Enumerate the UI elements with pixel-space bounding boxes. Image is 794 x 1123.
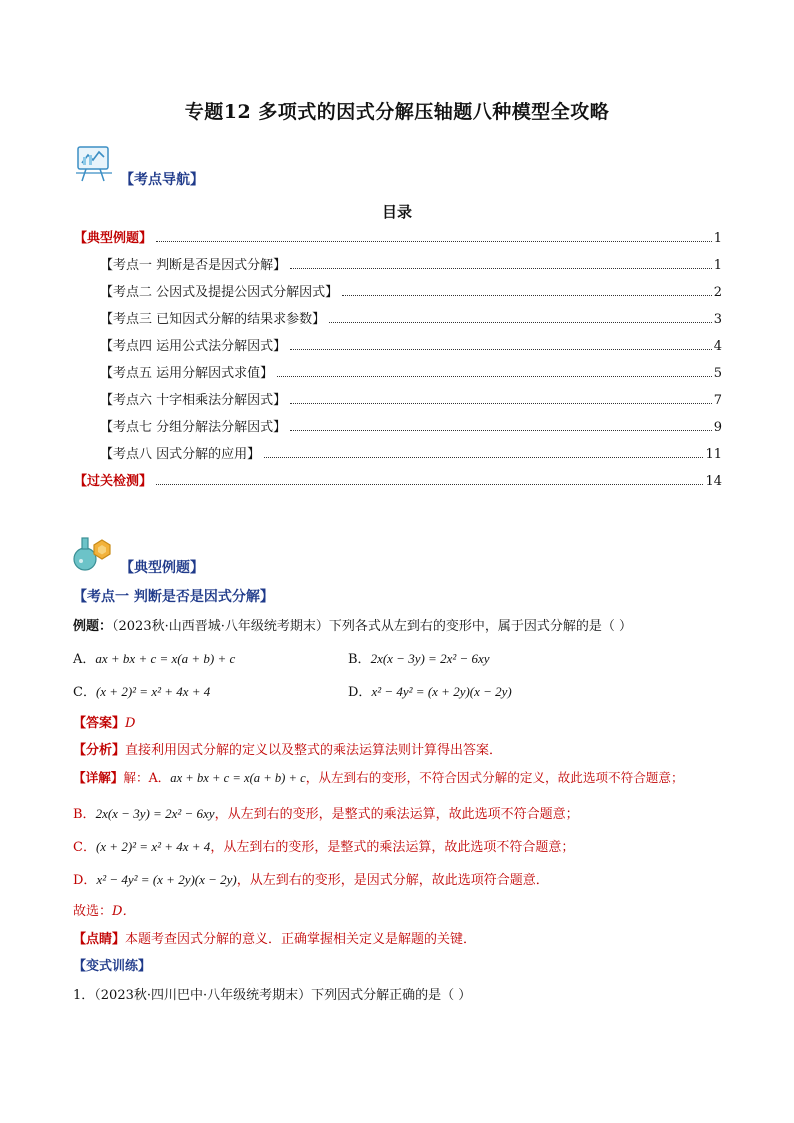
practice-question-1 [73, 984, 471, 1003]
document-title: 专题12 多项式的因式分解压轴题八种模型全攻略 [184, 101, 610, 123]
toc-row-typical-examples[interactable] [74, 227, 722, 249]
question-source: （2023秋·四川巴中·八年级统考期末） [94, 988, 312, 1003]
question-text: 下列因式分解正确的是（ ） [311, 988, 472, 1003]
detail-line-c [73, 836, 574, 855]
toc-page: 7 [713, 393, 722, 408]
toc-page: 3 [713, 312, 722, 327]
toc-label: 【考点四 运用公式法分解因式】 [100, 339, 287, 354]
question-number: 1． [73, 988, 95, 1003]
comment-tag: 【点睛】 [73, 932, 126, 947]
option-c[interactable] [73, 681, 210, 700]
detail-formula: x² − 4y² = (x + 2y)(x − 2y) [96, 872, 237, 887]
option-c-formula: (x + 2)² = x² + 4x + 4 [95, 684, 211, 699]
toc-row-kp8[interactable] [100, 443, 722, 465]
example-prefix: 例题： [73, 619, 113, 634]
detail-letter: C． [73, 840, 96, 855]
choose-value: D． [112, 904, 136, 919]
toc-page: 1 [713, 258, 722, 273]
detail-text: ，从左到右的变形，是整式的乘法运算，故此选项不符合题意； [214, 807, 579, 822]
example-question [73, 615, 632, 634]
option-a[interactable] [73, 648, 235, 667]
detail-line-b [73, 803, 579, 822]
toc-row-kp4[interactable] [100, 335, 722, 357]
option-d-formula: x² − 4y² = (x + 2y)(x − 2y) [371, 684, 512, 699]
toc-page: 1 [713, 231, 722, 246]
toc-label: 【考点六 十字相乘法分解因式】 [100, 393, 287, 408]
toc-row-kp5[interactable] [100, 362, 722, 384]
detail-formula: ax + bx + c = x(a + b) + c [170, 771, 306, 785]
presentation-board-icon [74, 143, 114, 183]
toc-page: 14 [705, 474, 722, 489]
toc-label: 【考点二 公因式及提提公因式分解因式】 [100, 285, 339, 300]
option-letter: D． [348, 685, 372, 700]
toc-page: 11 [705, 447, 722, 462]
analysis-text: 直接利用因式分解的定义以及整式的乘法运算法则计算得出答案． [125, 743, 503, 758]
detail-letter: D． [73, 873, 97, 888]
toc-title: 目录 [381, 203, 412, 221]
answer-tag: 【答案】 [73, 716, 126, 731]
analysis-line [73, 739, 502, 758]
choose-prefix: 故选： [73, 904, 113, 919]
toc-page: 2 [713, 285, 722, 300]
option-letter: B． [348, 652, 371, 667]
example-question-text: 下列各式从左到右的变形中，属于因式分解的是（ ） [328, 619, 633, 634]
toc-page: 9 [713, 420, 722, 435]
detail-text: ，从左到右的变形，不符合因式分解的定义，故此选项不符合题意； [305, 770, 684, 785]
toc-label: 【考点七 分组分解法分解因式】 [100, 420, 287, 435]
toc-row-kp2[interactable] [100, 281, 722, 303]
detail-letter: A． [148, 770, 171, 785]
toc-label: 【考点五 运用分解因式求值】 [100, 366, 274, 381]
detail-prefix: 解： [123, 770, 149, 785]
option-letter: C． [73, 685, 96, 700]
option-d[interactable] [348, 681, 512, 700]
option-a-formula: ax + bx + c = x(a + b) + c [95, 651, 236, 666]
answer-value: D [125, 716, 136, 731]
option-letter: A． [73, 652, 96, 667]
knowledge-point-heading: 【考点一 判断是否是因式分解】 [73, 589, 274, 605]
toc-page: 5 [713, 366, 722, 381]
practice-tag: 【变式训练】 [73, 959, 152, 974]
comment-text: 本题考查因式分解的意义．正确掌握相关定义是解题的关键． [125, 932, 477, 947]
option-b[interactable] [348, 648, 490, 667]
toc-page: 4 [713, 339, 722, 354]
choose-line [73, 900, 135, 919]
detail-line-d [73, 869, 549, 888]
detail-text: ，从左到右的变形，是整式的乘法运算，故此选项不符合题意； [210, 840, 575, 855]
toc-row-final-check[interactable] [74, 470, 722, 492]
comment-line [73, 928, 476, 947]
toc-label: 【考点一 判断是否是因式分解】 [100, 258, 287, 273]
answer-line [73, 712, 135, 731]
toc-label: 【考点三 已知因式分解的结果求参数】 [100, 312, 326, 327]
detail-formula: (x + 2)² = x² + 4x + 4 [95, 839, 211, 854]
detail-formula: 2x(x − 3y) = 2x² − 6xy [95, 806, 215, 821]
lab-flask-icon [72, 532, 116, 572]
analysis-tag: 【分析】 [73, 743, 126, 758]
toc-row-kp1[interactable] [100, 254, 722, 276]
example-source: （2023秋·山西晋城·八年级统考期末） [112, 619, 329, 634]
detail-letter: B． [73, 807, 96, 822]
detail-line-a [73, 767, 684, 786]
option-b-formula: 2x(x − 3y) = 2x² − 6xy [370, 651, 490, 666]
detail-tag: 【详解】 [73, 770, 124, 785]
toc-row-kp3[interactable] [100, 308, 722, 330]
toc-row-kp7[interactable] [100, 416, 722, 438]
toc-row-kp6[interactable] [100, 389, 722, 411]
nav-label: 【考点导航】 [120, 172, 204, 188]
toc-label: 【典型例题】 [74, 231, 153, 246]
toc-label: 【过关检测】 [74, 474, 153, 489]
section-label: 【典型例题】 [120, 560, 204, 576]
detail-text: ，从左到右的变形，是因式分解，故此选项符合题意． [236, 873, 549, 888]
toc-label: 【考点八 因式分解的应用】 [100, 447, 261, 462]
